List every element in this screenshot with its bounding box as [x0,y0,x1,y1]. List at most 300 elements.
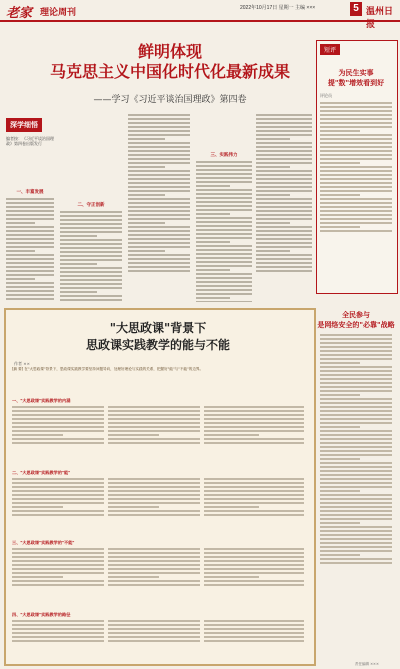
text-line [128,174,190,176]
text-line [60,263,97,265]
text-line [204,414,304,416]
article-subhead: 二、守正创新 [77,202,105,207]
text-line [320,174,392,176]
text-line [12,584,104,586]
text-line [320,474,392,476]
text-line [320,146,392,148]
text-line [256,254,312,256]
article-column-3 [128,112,190,302]
text-line [60,247,122,249]
text-line [320,382,392,384]
text-line [12,636,104,638]
text-line [204,620,304,622]
text-line [256,130,312,132]
text-line [196,233,252,235]
text-line [320,398,392,400]
text-line [320,394,360,396]
text-line [6,294,54,296]
text-line [204,490,304,492]
text-line [196,181,252,183]
text-line [6,258,54,260]
text-line [12,490,104,492]
text-line [108,552,200,554]
text-line [256,166,290,168]
text-line [320,230,392,232]
text-line [128,158,190,160]
text-line [256,162,312,164]
text-line [256,262,312,264]
text-line [320,558,392,560]
text-line [12,430,104,432]
text-line [12,498,104,500]
text-line [204,560,304,562]
text-line [108,430,200,432]
text-line [204,498,304,500]
text-line [12,434,63,436]
text-line [6,250,35,252]
text-line [320,162,360,164]
text-line [204,548,304,550]
text-line [6,266,54,268]
article-text-block [108,404,200,464]
text-line [60,235,97,237]
text-line [256,238,312,240]
text-line [128,238,190,240]
text-line [320,178,392,180]
text-line [6,214,54,216]
text-line [256,266,312,268]
text-line [12,494,104,496]
feature-section-heading: 二、"大思政课"实践教学的"能" [12,470,71,475]
text-line [6,238,54,240]
text-line [128,250,165,252]
text-line [108,438,200,440]
text-line [12,564,104,566]
article-text-block [12,476,104,534]
article-text-block [12,618,104,656]
text-line [6,286,54,288]
text-line [108,636,200,638]
text-line [204,426,304,428]
text-line [204,482,304,484]
main-headline-line2: 马克思主义中国化时代化最新成果 [49,62,290,81]
text-line [204,442,304,444]
text-line [108,442,200,444]
text-line [320,190,392,192]
text-line [256,126,312,128]
text-line [320,378,392,380]
text-line [204,636,304,638]
article-text-block [320,332,392,657]
text-line [256,138,290,140]
text-line [204,568,304,570]
column-label: 深学细悟 [6,118,42,132]
text-line [108,426,200,428]
text-line [6,274,54,276]
text-line [196,165,252,167]
text-line [320,518,392,520]
feature-abstract: [摘 要] 在"大思政课"背景下，思政课实践教学要坚持问题导向，处理好理论与实践的关系，把握好"能"与"不能"的边界。 [12,367,204,371]
text-line [204,422,304,424]
text-line [320,458,360,460]
text-line [320,346,392,348]
main-headline [0,42,340,82]
text-line [256,198,312,200]
text-line [108,506,159,508]
article-text-block [12,546,104,606]
text-line [6,298,54,300]
text-line [12,410,104,412]
text-line [256,214,312,216]
text-line [320,470,392,472]
text-line [320,334,392,336]
article-subhead: 一、丰富发展 [16,189,44,194]
text-line [128,142,190,144]
text-line [128,198,190,200]
text-line [12,506,63,508]
masthead-logo: 老家 [6,6,33,21]
text-line [128,186,190,188]
text-line [320,114,392,116]
column-label-description: 编者按：《习近平谈治国理政》第四卷出版发行 [6,136,54,146]
text-line [320,374,392,376]
article-text-block [320,100,392,285]
text-line [256,218,312,220]
text-line [108,514,200,516]
text-line [196,269,230,271]
article-text-block [108,476,200,534]
text-line [256,250,290,252]
text-line [320,418,392,420]
text-line [196,189,252,191]
text-line [108,556,200,558]
text-line [204,410,304,412]
text-line [196,297,230,299]
text-line [320,370,392,372]
text-line [320,154,392,156]
text-line [256,154,312,156]
text-line [128,230,190,232]
text-line [204,514,304,516]
text-line [320,214,392,216]
text-line [196,205,252,207]
footer-credit: 责任编辑 ××× [355,662,379,666]
text-line [320,390,392,392]
text-line [12,628,104,630]
text-line [108,584,200,586]
text-line [108,560,200,562]
text-line [256,150,312,152]
text-line [196,185,230,187]
text-line [128,214,190,216]
text-line [320,526,392,528]
text-line [196,197,252,199]
text-line [196,217,252,219]
text-line [6,230,54,232]
text-line [108,564,200,566]
text-line [108,572,200,574]
main-subtitle: ——学习《习近平谈治国理政》第四卷 [93,95,247,105]
text-line [108,632,200,634]
text-line [60,223,122,225]
text-line [12,548,104,550]
text-line [108,498,200,500]
text-line [60,243,122,245]
text-line [12,560,104,562]
text-line [320,218,392,220]
text-line [204,580,304,582]
section-name: 理论周刊 [40,7,77,17]
text-line [320,118,392,120]
text-line [6,290,54,292]
text-line [108,624,200,626]
text-line [256,226,312,228]
text-line [60,291,97,293]
text-line [128,130,190,132]
text-line [128,266,190,268]
text-line [12,422,104,424]
text-line [256,182,312,184]
text-line [128,162,190,164]
article-text-block [204,404,304,464]
text-line [320,350,392,352]
text-line [196,293,252,295]
text-line [60,255,122,257]
article-subhead: 三、实践伟力 [210,152,238,157]
article-text-block [12,404,104,464]
text-line [320,426,360,428]
text-line [196,201,252,203]
text-line [12,510,104,512]
text-line [12,438,104,440]
text-line [108,640,200,642]
text-line [196,301,252,302]
feature-section-heading: 三、"大思政课"实践教学的"不能" [12,540,75,545]
text-line [320,486,392,488]
text-line [320,542,392,544]
page-number: 5 [350,2,362,16]
text-line [320,402,392,404]
text-line [60,287,122,289]
text-line [108,580,200,582]
text-line [108,478,200,480]
text-line [60,251,122,253]
text-line [320,358,392,360]
text-line [320,494,392,496]
text-line [320,510,392,512]
text-line [320,410,392,412]
text-line [60,299,122,301]
text-line [204,494,304,496]
right-article-headline-line2: 是网络安全的"必靠"战略 [317,321,395,329]
text-line [128,254,190,256]
text-line [196,241,230,243]
right-article-headline [316,310,396,330]
feature-headline-line1: "大思政课"背景下 [109,321,207,335]
text-line [320,226,360,228]
text-line [320,502,392,504]
text-line [204,584,304,586]
text-line [204,632,304,634]
text-line [320,554,360,556]
text-line [320,170,392,172]
text-line [204,502,304,504]
text-line [60,295,122,297]
text-line [196,273,252,275]
text-line [6,254,54,256]
text-line [320,210,392,212]
text-line [108,548,200,550]
text-line [204,510,304,512]
commentary-tag: 短评 [320,44,340,55]
text-line [12,442,104,444]
text-line [128,150,190,152]
text-line [204,572,304,574]
text-line [60,211,122,213]
text-line [256,242,312,244]
text-line [196,257,252,259]
text-line [60,215,122,217]
text-line [128,210,190,212]
text-line [128,262,190,264]
text-line [12,632,104,634]
text-line [320,110,392,112]
text-line [108,414,200,416]
text-line [128,246,190,248]
article-column-1 [6,186,54,302]
text-line [256,206,312,208]
commentary-title-line2: 提"数"增效看到好 [327,79,385,87]
text-line [320,106,392,108]
text-line [320,438,392,440]
text-line [12,418,104,420]
text-line [128,114,190,116]
text-line [6,278,35,280]
text-line [204,624,304,626]
text-line [256,222,290,224]
text-line [108,418,200,420]
text-line [256,118,312,120]
commentary-author: 评论员 [320,93,332,98]
text-line [320,338,392,340]
text-line [204,434,259,436]
text-line [128,126,190,128]
feature-headline [4,320,312,354]
text-line [320,202,392,204]
text-line [128,194,165,196]
feature-section-heading: 一、"大思政课"实践教学的内涵 [12,398,71,403]
text-line [320,514,392,516]
article-text-block [204,618,304,656]
text-line [60,231,122,233]
text-line [196,261,252,263]
text-line [204,640,304,642]
text-line [256,186,312,188]
text-line [12,552,104,554]
article-text-block [204,546,304,606]
text-line [128,190,190,192]
text-line [256,178,312,180]
text-line [204,552,304,554]
text-line [108,482,200,484]
text-line [128,226,190,228]
text-line [6,242,54,244]
text-line [320,386,392,388]
text-line [128,138,165,140]
text-line [320,466,392,468]
text-line [196,281,252,283]
text-line [108,568,200,570]
article-text-block [108,618,200,656]
article-text-block [204,476,304,534]
text-line [204,438,304,440]
text-line [320,206,392,208]
text-line [196,225,252,227]
text-line [6,226,54,228]
text-line [320,222,392,224]
text-line [320,342,392,344]
text-line [108,486,200,488]
text-line [128,178,190,180]
text-line [204,430,304,432]
text-line [256,122,312,124]
text-line [128,206,190,208]
newspaper-brand: 温州日报 [366,6,394,29]
feature-section-heading: 四、"大思政课"实践教学的路径 [12,612,71,617]
text-line [320,102,392,104]
text-line [196,289,252,291]
text-line [196,285,252,287]
text-line [256,230,312,232]
text-line [6,198,54,200]
text-line [196,177,252,179]
article-column-2 [60,112,122,302]
text-line [60,271,122,273]
text-line [196,229,252,231]
feature-author: 作者 ×× [14,361,30,366]
text-line [128,170,190,172]
text-line [12,478,104,480]
text-line [320,126,392,128]
text-line [320,406,392,408]
text-line [128,218,190,220]
text-line [320,478,392,480]
text-line [128,154,190,156]
text-line [204,418,304,420]
text-line [128,242,190,244]
text-line [12,406,104,408]
text-line [196,193,252,195]
text-line [256,134,312,136]
text-line [320,530,392,532]
text-line [320,538,392,540]
text-line [12,640,104,642]
text-line [196,173,252,175]
text-line [6,246,54,248]
text-line [6,202,54,204]
text-line [108,494,200,496]
text-line [12,486,104,488]
text-line [6,218,54,220]
commentary-title-line1: 为民生实事 [338,69,374,77]
text-line [196,221,252,223]
text-line [320,194,360,196]
text-line [256,202,312,204]
text-line [12,580,104,582]
feature-headline-line2: 思政课实践教学的能与不能 [85,338,230,352]
text-line [196,237,252,239]
text-line [196,265,252,267]
